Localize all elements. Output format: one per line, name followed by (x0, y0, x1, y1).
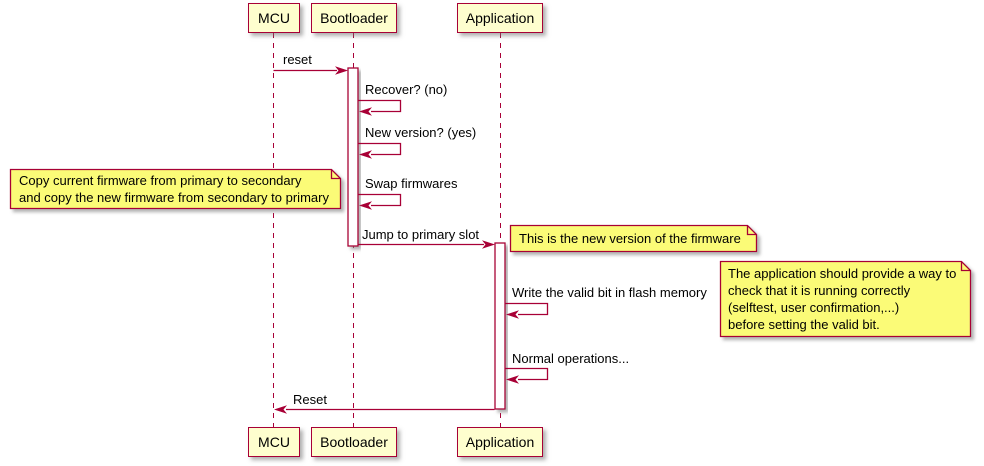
participant-bootloader-bottom (311, 427, 397, 457)
arrowhead-newversion-self (359, 150, 372, 159)
participant-bootloader-top-label: Bootloader (320, 10, 388, 26)
activation-bar-application (495, 243, 505, 409)
message-label-newversion: New version? (yes) (365, 125, 477, 140)
participant-mcu-bottom (248, 427, 300, 457)
participant-application-top-label: Application (465, 10, 535, 26)
note-copy-firmware-line-1: Copy current firmware from primary to secondary (19, 173, 302, 188)
arrowhead-normalops-self (506, 375, 519, 384)
arrowhead-swap-self (359, 201, 372, 210)
note-selftest-line-4: before setting the valid bit. (728, 317, 880, 332)
message-label-writebit: Write the valid bit in flash memory (512, 285, 707, 300)
message-label-reset-back: Reset (293, 392, 327, 407)
arrowhead-recover-self (359, 107, 372, 116)
note-copy-firmware-line-2: and copy the new firmware from secondary to primary (19, 190, 329, 205)
note-new-version-line-1: This is the new version of the firmware (519, 231, 741, 246)
arrowhead-reset-back (274, 405, 287, 414)
message-label-swap: Swap firmwares (365, 176, 458, 191)
participant-bootloader-top (311, 3, 397, 33)
message-label-jump: Jump to primary slot (362, 227, 480, 242)
note-copy-firmware-text (19, 172, 329, 206)
participant-mcu-top-label: MCU (258, 10, 290, 26)
participant-mcu-top (248, 3, 300, 33)
message-label-normalops: Normal operations... (512, 351, 630, 366)
activation-bar-bootloader (348, 68, 358, 246)
note-selftest-line-3: (selftest, user confirmation,...) (728, 300, 900, 315)
note-new-version-text (519, 230, 741, 247)
note-selftest-text (728, 265, 956, 333)
message-label-recover: Recover? (no) (365, 82, 448, 97)
note-selftest-line-2: check that it is running correctly (728, 283, 911, 298)
participant-bootloader-bottom-label: Bootloader (320, 434, 388, 450)
note-selftest-line-1: The application should provide a way to (728, 266, 957, 281)
participant-mcu-bottom-label: MCU (258, 434, 290, 450)
participant-application-top (457, 3, 543, 33)
participant-application-bottom (457, 427, 543, 457)
arrowhead-writebit-self (506, 310, 519, 319)
message-label-reset: reset (283, 52, 312, 67)
participant-application-bottom-label: Application (465, 434, 535, 450)
